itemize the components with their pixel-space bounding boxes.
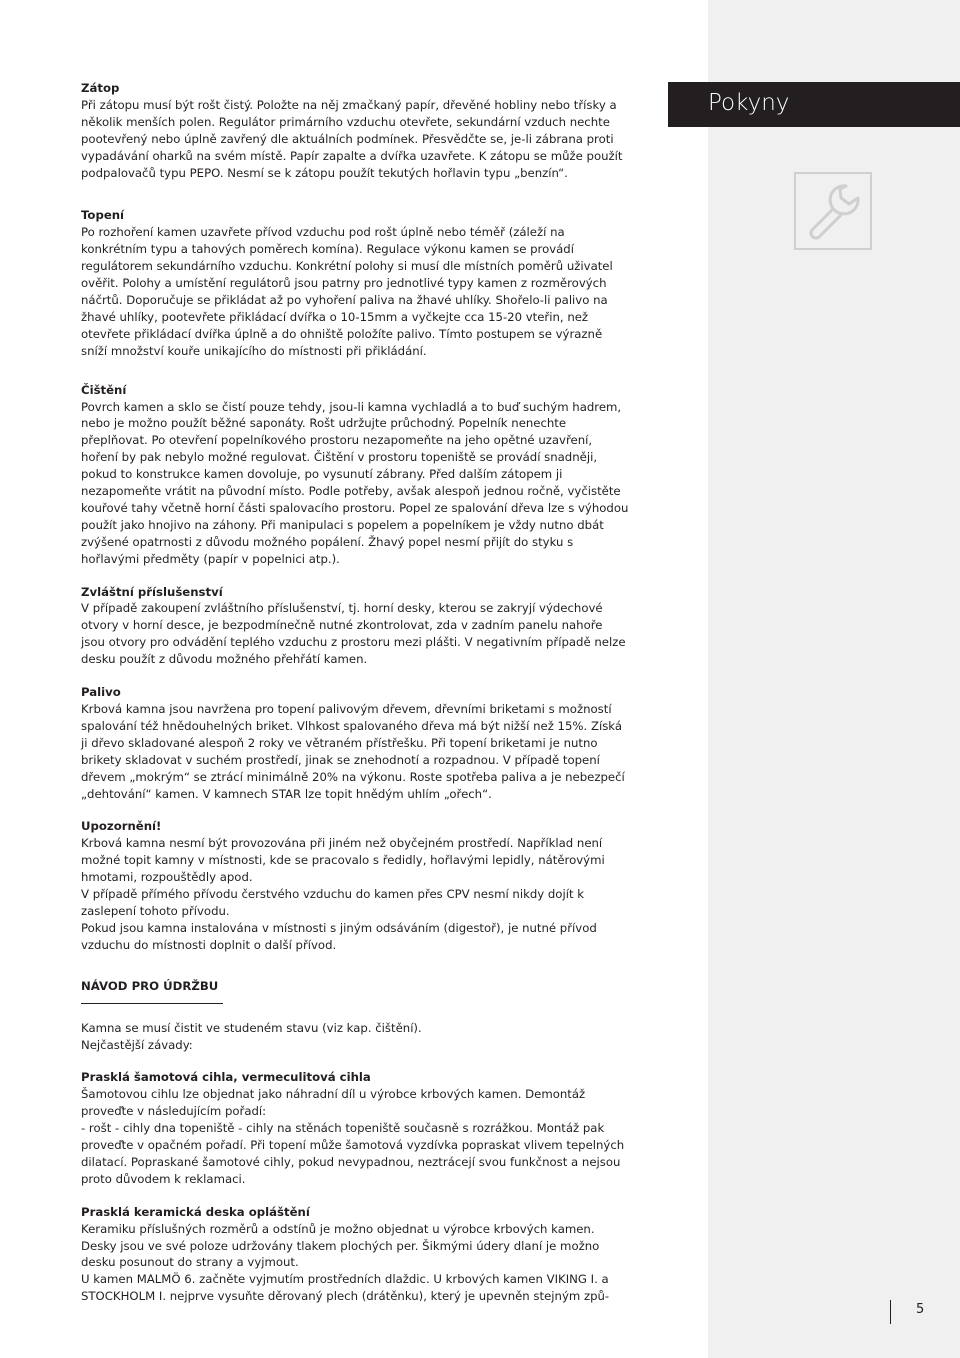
heading-upozorneni: Upozornění! (81, 819, 162, 834)
heading-palivo: Palivo (81, 685, 121, 700)
page-number-divider (890, 1300, 891, 1324)
text-samotova-1: Šamotovou cihlu lze objednat jako náhradní díl u výrobce krbových kamen. Demontáž proveďte v následujícím pořadí: (81, 1087, 586, 1119)
text-zatop: Při zátopu musí být rošt čistý. Položte na něj zmačkaný papír, dřevěné hobliny nebo třísky a několik menších polen. Regulátor primárního vzduchu otevřete, sekundární vzduch nechte pootevřený nebo úplně zavřený dle aktuálních podmínek. Přesvědčte se, je-li zábrana proti vypadávání oharků na svém místě. Papír zapalte a dvířka uzavřete. K zátopu se může použít podpalovačů typu PEPO. Nesmí se k zátopu použít tekutých hořlavin typu „benzín“. (81, 97, 623, 180)
text-upozorneni-3: Pokud jsou kamna instalována v místnosti s jiným odsáváním (digestoř), je nutné přívod vzduchu do místnosti doplnit o další přívod. (81, 920, 597, 952)
text-prislusenstvi: V případě zakoupení zvláštního příslušenství, tj. horní desky, kterou se zakryjí výdechové otvory v horní desce, je bezpodmínečně nutné zkontrolovat, zda v zadním panelu nahoře jsou otvory pro odvádění teplého vzduchu z prostoru mezi plášti. V negativním případě nelze desku použít z důvodu možného přehřátí kamen. (81, 601, 626, 667)
section-keramicka (81, 1204, 629, 1305)
text-palivo: Krbová kamna jsou navržena pro topení palivovým dřevem, dřevními briketami s možností spalování též hnědouhelných briket. Vlhkost spalovaného dřeva má být nižší než 15%. Získá ji dřevo skladované alespoň 2 roky ve větraném přístřešku. Při topení briketami je nutno brikety skladovat v suchém prostředí, jinak se znehodnotí a rozpadnou. V případě topení dřevem „mokrým“ se ztrácí minimálně 20% na výkonu. Roste spotřeba paliva a je nebezpečí „dehtování“ kamen. V kamnech STAR lze topit hnědým uhlím „ořech“. (81, 702, 625, 801)
text-samotova-2: - rošt - cihly dna topeniště - cihly na stěnách topeniště současně s rozrážkou. Montáž pak proveďte v opačném pořadí. Při topení může šamotová vyzdívka popraskat vlivem tepelných dilatací. Popraskané šamotové cihly, pokud nevypadnou, neztrácejí svou funkčnost a nejsou proto důvodem k reklamaci. (81, 1121, 625, 1186)
page-number: 5 (916, 1302, 925, 1317)
section-cisteni (81, 382, 629, 568)
heading-prislusenstvi: Zvláštní příslušenství (81, 584, 223, 599)
section-tab-label: Pokyny (708, 90, 790, 116)
heading-keramicka: Prasklá keramická deska opláštění (81, 1204, 310, 1219)
heading-samotova: Prasklá šamotová cihla, vermeculitová cihla (81, 1070, 371, 1085)
section-samotova (81, 1069, 629, 1187)
section-topeni (81, 207, 629, 359)
section-upozorneni (81, 818, 629, 953)
text-navod-2: Nejčastější závady: (81, 1037, 193, 1052)
text-topeni: Po rozhoření kamen uzavřete přívod vzduchu pod rošt úplně nebo téměř (záleží na konkrétním typu a tahových poměrech komína). Regulace výkonu kamen se provádí regulátorem sekundárního vzduchu. Konkrétní polohy si musí dle místních poměrů uživatel ověřit. Polohy a umístění regulátorů jsou patrny pro jednotlivé typy kamen z rozměrových náčrtů. Doporučuje se přikládat až po vyhoření paliva na žhavé uhlíky. Shořelo-li palivo na žhavé uhlíky, pootevřete přikládací dvířka o 10-15mm a vyčkejte cca 15-20 vteřin, než otevřete přikládací dvířka úplně a do ohniště položíte palivo. Tímto postupem se výrazně sníží množství kouře unikajícího do místnosti při přikládání. (81, 225, 613, 358)
section-prislusenstvi (81, 584, 629, 669)
heading-rule (81, 1003, 223, 1004)
text-keramicka-1: Keramiku příslušných rozměrů a odstínů je možno objednat u výrobce krbových kamen. Desky jsou ve své poloze udržovány tlakem plochých per. Šikmými údery dlaní je možno desku posunout do strany a vyjmout. (81, 1221, 600, 1270)
section-palivo (81, 684, 629, 802)
text-navod-1: Kamna se musí čistit ve studeném stavu (viz kap. čištění). (81, 1020, 422, 1035)
text-keramicka-2: U kamen MALMÖ 6. začněte vyjmutím prostředních dlaždic. U krbových kamen VIKING I. a STOCKHOLM I. nejprve vysuňte děrovaný plech (drátěnku), který je upevněn stejným způ- (81, 1272, 610, 1304)
heading-cisteni: Čištění (81, 382, 127, 397)
section-zatop (81, 80, 629, 181)
main-content (81, 80, 629, 1321)
text-upozorneni-1: Krbová kamna nesmí být provozována při jiném než obyčejném prostředí. Například není možné topit kamny v místnosti, kde se pracovalo s ředidly, hořlavými lepidly, nátěrovými hmotami, rozpouštědly apod. (81, 836, 605, 885)
section-navod (81, 1020, 629, 1054)
text-upozorneni-2: V případě přímého přívodu čerstvého vzduchu do kamen přes CPV nesmí nikdy dojít k zaslepení tohoto přívodu. (81, 887, 585, 918)
heading-topeni: Topení (81, 208, 125, 223)
section-tab (668, 82, 960, 127)
heading-zatop: Zátop (81, 81, 120, 95)
heading-navod: NÁVOD PRO ÚDRŽBU (81, 978, 219, 993)
wrench-icon (794, 172, 872, 250)
text-cisteni: Povrch kamen a sklo se čistí pouze tehdy, jsou-li kamna vychladlá a to buď suchým hadrem, nebo je možno použít běžné saponáty. Rošt udržujte průchodný. Popelník nenechte přeplňovat. Po otevření popelníkového prostoru nezapomeňte na jeho opětné uzavření, hoření by pak nebylo možné regulovat. Čištění v prostoru topeniště se provádí snadněji, pokud to konstrukce kamen dovoluje, po vysunutí zábrany. Před dalším zátopem ji nezapomeňte vrátit na původní místo. Podle potřeby, avšak alespoň jednou ročně, vyčistěte kouřové tahy včetně horní části spalovacího prostoru. Popel ze spalování dřeva lze s výhodou použít jako hnojivo na záhony. Při manipulaci s popelem a popelníkem je vždy nutno dbát zvýšené opatrnosti z důvodu možného popálení. Žhavý popel nesmí přijít do styku s hořlavými předměty (papír v popelnici atp.). (81, 399, 629, 566)
